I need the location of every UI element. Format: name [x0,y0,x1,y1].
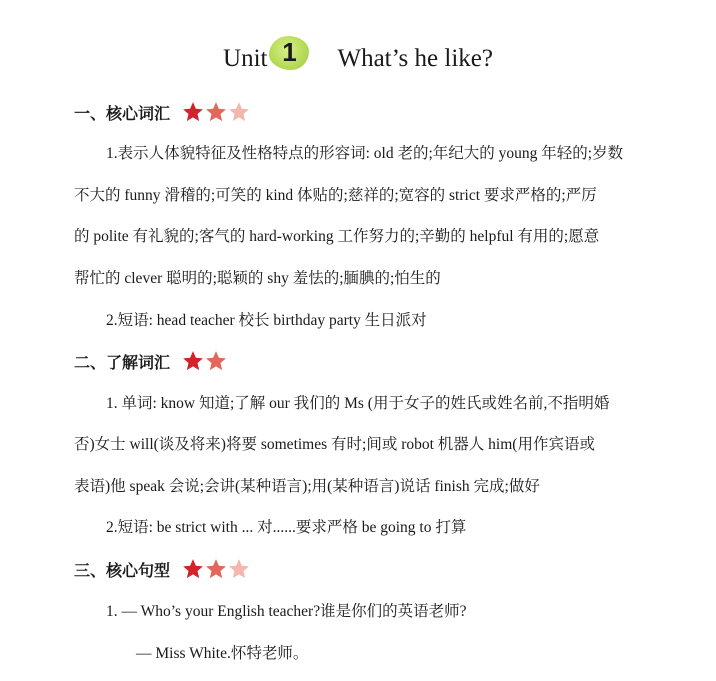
star-icon [228,101,250,122]
section-heading-core-vocab [74,101,251,125]
unit-heading: What’s he like? [337,45,493,72]
unit-word: Unit [223,45,268,72]
difficulty-stars [182,558,251,586]
star-icon [182,350,204,371]
text-line: 表语)他 speak 会说;会讲(某种语言);用(某种语言)说话 finish 完成;做好 [74,478,540,495]
unit-number-badge [269,36,309,70]
text-line: — Miss White.怀特老师。 [136,645,309,662]
section-heading-core-sentences [74,558,251,582]
star-icon [228,558,250,579]
text-line: 不大的 funny 滑稽的;可笑的 kind 体贴的;慈祥的;宽容的 strict 要求严格的;严厉 [74,187,597,204]
unit-number: 1 [282,37,297,67]
section-heading-label: 二、了解词汇 [74,353,171,372]
text-line: 2.短语: head teacher 校长 birthday party 生日派对 [106,312,427,329]
text-line: 1. 单词: know 知道;了解 our 我们的 Ms (用于女子的姓氏或姓名前,不指明婚 [106,395,610,412]
difficulty-stars [182,101,251,129]
section-heading-label: 三、核心句型 [74,561,171,580]
text-line: 1.表示人体貌特征及性格特点的形容词: old 老的;年纪大的 young 年轻的;岁数 [106,145,624,162]
star-icon [205,101,227,122]
text-line: 帮忙的 clever 聪明的;聪颖的 shy 羞怯的;腼腆的;怕生的 [74,270,441,287]
star-icon [182,558,204,579]
page-title [0,37,716,92]
text-line: 2.短语: be strict with ... 对......要求严格 be going to 打算 [106,519,467,536]
star-icon [205,558,227,579]
star-icon [182,101,204,122]
text-line: 的 polite 有礼貌的;客气的 hard-working 工作努力的;辛勤的 helpful 有用的;愿意 [74,228,600,245]
star-icon [205,350,227,371]
section-heading-learn-vocab [74,350,228,374]
text-line: 1. — Who’s your English teacher?谁是你们的英语老师? [106,603,467,620]
section-heading-label: 一、核心词汇 [74,104,171,123]
text-line: 否)女士 will(谈及将来)将要 sometimes 有时;间或 robot 机器人 him(用作宾语或 [74,436,595,453]
difficulty-stars [182,350,228,378]
